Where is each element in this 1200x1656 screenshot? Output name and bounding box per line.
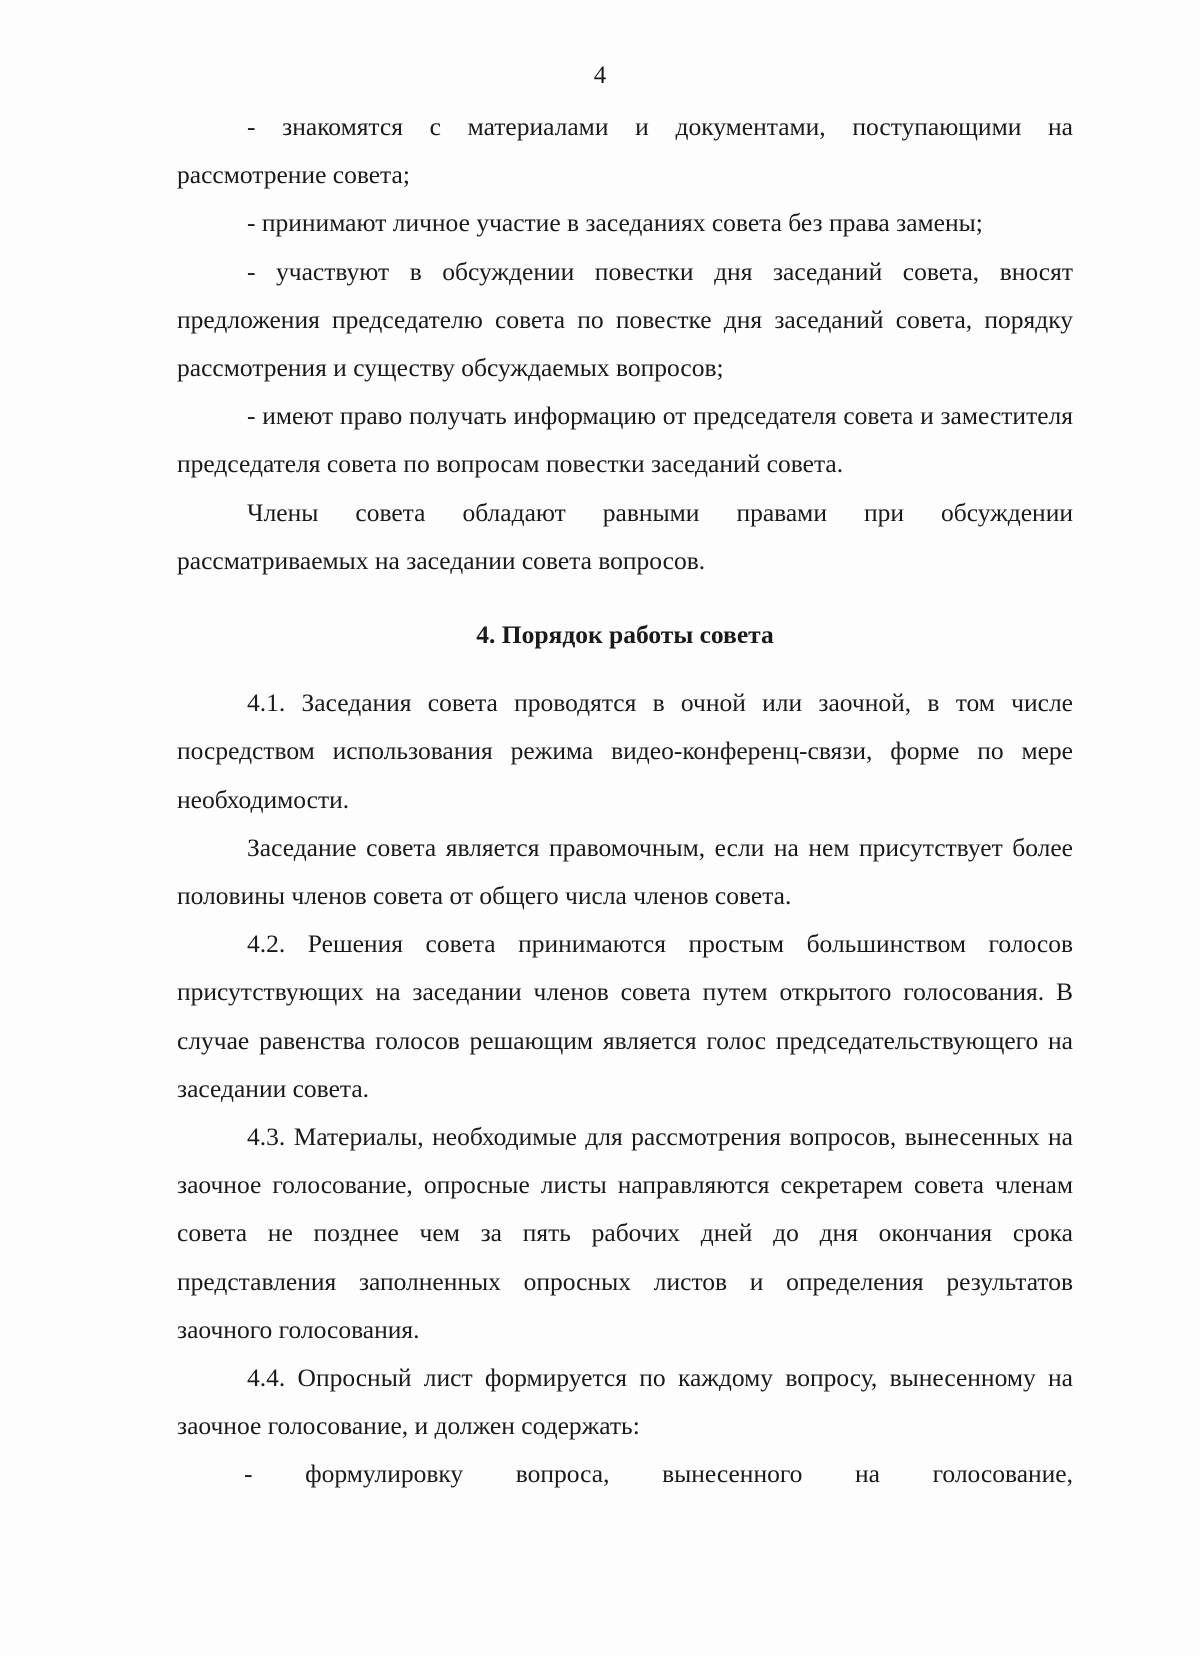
list-item-receive-information: - имеют право получать информацию от председателя совета и заместителя председателя совета по вопросам повестки заседаний совета. xyxy=(177,401,1073,479)
paragraph-4-4: 4.4. Опросный лист формируется по каждому вопросу, вынесенному на заочное голосование, и должен содержать: xyxy=(177,1363,1073,1441)
list-item-familiarize: - знакомятся с материалами и документами, поступающими на рассмотрение совета; xyxy=(177,112,1073,190)
page-number: 4 xyxy=(593,62,607,89)
document-body xyxy=(177,103,1073,1499)
list-item-discuss-agenda: - участвуют в обсуждении повестки дня заседаний совета, вносят предложения председателю совета по повестке дня заседаний совета, порядку рассмотрения и существу обсуждаемых вопросов; xyxy=(177,256,1073,383)
paragraph-4-1: 4.1. Заседания совета проводятся в очной или заочной, в том числе посредством использования режима видео-конференц-связи, форме по мере необходимости. xyxy=(177,688,1073,814)
paragraph-quorum: Заседание совета является правомочным, если на нем присутствует более половины членов совета от общего числа членов совета. xyxy=(177,832,1073,911)
paragraph-equal-rights: Члены совета обладают равными правами при обсуждении рассматриваемых на заседании совета вопросов. xyxy=(177,497,1073,575)
section-heading: 4. Порядок работы совета xyxy=(476,620,774,650)
list-item-participate-personally: - принимают личное участие в заседаниях совета без права замены; xyxy=(247,208,983,238)
paragraph-4-2: 4.2. Решения совета принимаются простым большинством голосов присутствующих на заседании членов совета путем открытого голосования. В случае равенства голосов решающим является голос председательствующего на заседании совета. xyxy=(177,929,1073,1103)
paragraph-4-3: 4.3. Материалы, необходимые для рассмотрения вопросов, вынесенных на заочное голосование, опросные листы направляются секретарем совета членам совета не позднее чем за пять рабочих дней до дня окончания срока представления заполненных опросных листов и определения результатов заочного голосования. xyxy=(177,1122,1073,1344)
list-item-question-wording: - формулировку вопроса, вынесенного на голосование, xyxy=(244,1459,1073,1489)
